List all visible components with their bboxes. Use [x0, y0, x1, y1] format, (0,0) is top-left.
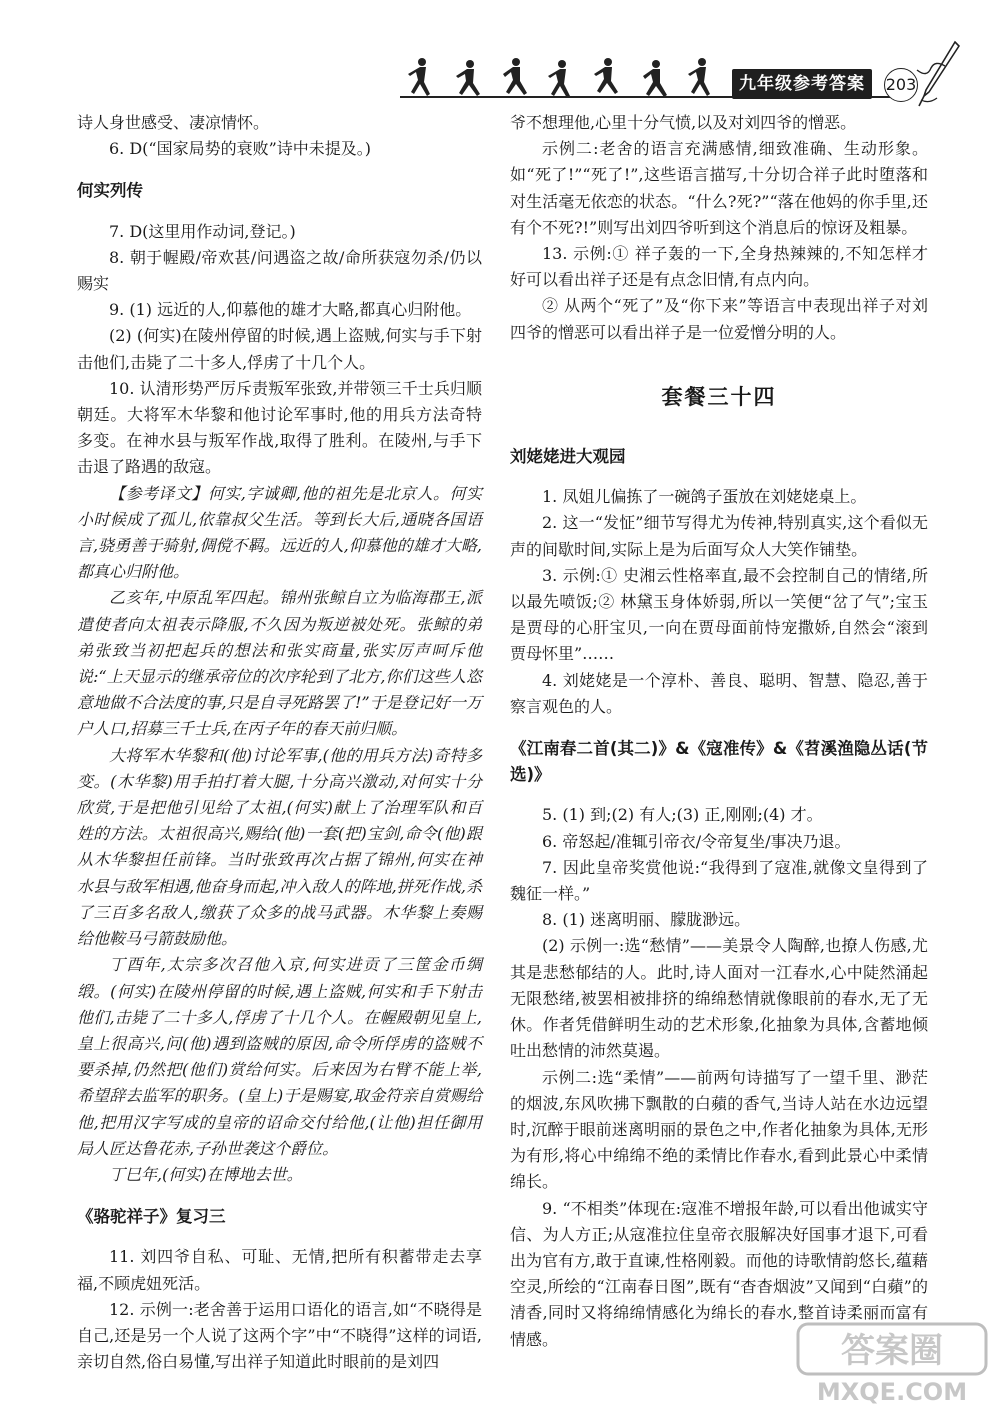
paragraph: 10. 认清形势严厉斥责叛军张致,并带领三千士兵归顺朝廷。大将军木华黎和他讨论军事时,他的用兵方法奇特多变。在神水县与叛军作战,取得了胜利。在陵州,与手下击退了路遇的敌寇。 [77, 378, 482, 477]
section-heading: 《骆驼祥子》复习三 [77, 1207, 226, 1227]
paragraph: 8. 朝于幄殿/帝欢甚/问遇盗之故/命所获寇勿杀/仍以赐实 [77, 247, 482, 294]
paragraph: 诗人身世感受、凄凉情怀。 [77, 113, 270, 132]
paragraph: 大将军木华黎和(他)讨论军事,(他的用兵方法)奇特多变。(木华黎)用手拍打着大腿,十分高兴激动,对何实十分欣赏,于是把他引见给了太祖,(何实)献上了治理军队和百姓的方法。太祖很高兴,赐给(他)一套(把)宝剑,命令(他)跟从木华黎担任前锋。当时张致再次占据了锦州,何实在神水县与敌军相遇,他奋身而起,冲入敌人的阵地,拼死作战,杀了三百多名敌人,缴获了众多的战马武器。木华黎上奏赐给他鞍马弓箭鼓励他。 [77, 745, 482, 949]
paragraph: 13. 示例:① 祥子轰的一下,全身热辣辣的,不知怎样才好可以看出祥子还是有点念旧情,有点内向。 [510, 244, 928, 290]
paragraph: 丁酉年,太宗多次召他入京,何实进贡了三筐金币绸缎。(何实)在陵州停留的时候,遇上盗贼,何实和手下射击他们,击毙了二十多人,俘虏了十几个人。在幄殿朝见皇上,皇上很高兴,问(他)遇到盗贼的原因,命令所俘虏的盗贼不要杀掉,仍然把(他们)赏给何实。后来因为右臂不能上举,希望辞去监军的职务。(皇上)于是赐宴,取金符亲自赏赐给他,把用汉字写成的皇帝的诏命交付给他,(让他)担任御用局人匠达鲁花赤,子孙世袭这个爵位。 [77, 955, 482, 1158]
section-heading: 刘姥姥进大观园 [510, 447, 626, 467]
watermark-logo [792, 1318, 992, 1408]
section-heading: 何实列传 [77, 181, 143, 201]
paragraph: 3. 示例:① 史湘云性格率直,最不会控制自己的情绪,所以最先喷饭;② 林黛玉身体娇弱,所以一笑便“岔了气”;宝玉是贾母的心肝宝贝,一向在贾母面前恃宠撒娇,自然会“滚到贾母怀里”…… [510, 565, 928, 664]
paragraph: 4. 刘姥姥是一个淳朴、善良、聪明、智慧、隐忍,善于察言观色的人。 [510, 670, 928, 716]
paragraph: 丁巳年,(何实)在博地去世。 [109, 1164, 303, 1184]
paragraph: 8. (1) 迷离明丽、朦胧渺远。 [542, 910, 751, 930]
watermark-url: MXQE.COM [816, 1378, 968, 1406]
set-title: 套餐三十四 [661, 383, 777, 409]
section-heading: 《江南春二首(其二)》&《寇准传》&《苕溪渔隐丛话(节选)》 [510, 739, 928, 785]
paragraph: 2. 这一“发怔”细节写得尤为传神,特别真实,这个看似无声的间歇时间,实际上是为后面写众人大笑作铺垫。 [510, 513, 928, 559]
paragraph: (2) 示例一:选“愁情”——美景令人陶醉,也撩人伤感,尤其是悲愁郁结的人。此时,诗人面对一江春水,心中陡然涌起无限愁绪,被罢相被排挤的绵绵愁情就像眼前的春水,无了无休。作者凭借鲜明生动的艺术形象,化抽象为具体,含蓄地倾吐出愁情的沛然莫遏。 [510, 936, 928, 1061]
paragraph: 9. “不相类”体现在:寇准不增报年龄,可以看出他诚实守信、为人方正;从寇准拉住皇帝衣服解决好国事才退下,可看出为官有方,敢于直谏,性格刚毅。而他的诗歌情韵悠长,蕴藉空灵,所绘的“江南春日图”,既有“杳杳烟波”又闻到“白蘋”的清香,同时又将绵绵情感化为绵长的春水,整首诗柔丽而富有情感。 [510, 1198, 928, 1349]
watermark-title: 答案圈 [841, 1331, 943, 1371]
page-number: 203 [884, 68, 918, 102]
paragraph: 示例二:选“柔情”——前两句诗描写了一望千里、渺茫的烟波,东风吹拂下飘散的白蘋的香气,当诗人站在水边远望时,沉醉于眼前迷离明丽的景色之中,作者化抽象为具体,无形为有形,将心中绵绵不绝的柔情比作春水,看到此景心中柔情绵长。 [510, 1067, 928, 1192]
header-tag: 九年级参考答案 [732, 69, 872, 99]
page-header [400, 40, 960, 110]
paragraph: 12. 示例一:老舍善于运用口语化的语言,如“不晓得是自己,还是另一个人说了这两个字”中“不晓得”这样的词语,亲切自然,俗白易懂,写出祥子知道此时眼前的是刘四 [77, 1299, 482, 1372]
paragraph: 乙亥年,中原乱军四起。锦州张鲸自立为临海郡王,派遣使者向太祖表示降服,不久因为叛逆被处死。张鲸的弟弟张致当初把起兵的想法和张实商量,张实厉声呵斥他说:“上天显示的继承帝位的次序轮到了北方,你们这些人恣意地做不合法度的事,只是自寻死路罢了!”于是登记好一万户人口,招募三千士兵,在丙子年的春天前归顺。 [77, 588, 482, 739]
paragraph: 6. 帝怒起/准辄引帝衣/令帝复坐/事决乃退。 [542, 831, 851, 851]
paragraph: 7. D(这里用作动词,登记。) [109, 221, 296, 241]
reference-translation [77, 481, 482, 1188]
paragraph: 爷不想理他,心里十分气愤,以及对刘四爷的憎恶。 [510, 113, 857, 132]
paragraph: 6. D(“国家局势的衰败”诗中未提及。) [109, 139, 372, 159]
paragraph: 9. (1) 远近的人,仰慕他的雄才大略,都真心归附他。 [109, 300, 472, 320]
pen-icon [915, 40, 960, 110]
paragraph: 5. (1) 到;(2) 有人;(3) 正,刚刚;(4) 才。 [542, 805, 823, 825]
left-column [77, 110, 482, 1375]
right-column [510, 110, 928, 1353]
paragraph: (2) (何实)在陵州停留的时候,遇上盗贼,何实与手下射击他们,击毙了二十多人,俘虏了十几个人。 [77, 326, 482, 372]
paragraph: 11. 刘四爷自私、可耻、无情,把所有积蓄带走去享福,不顾虎妞死活。 [77, 1247, 482, 1293]
paragraph: 示例二:老舍的语言充满感情,细致准确、生动形象。如“死了!”“死了!”,这些语言描写,十分切合祥子此时堕落和对生活毫无依恋的状态。“什么?死?”“落在他妈的你手里,还有个不死?!”则写出刘四爷听到这个消息后的惊讶及粗暴。 [510, 139, 928, 237]
paragraph: ② 从两个“死了”及“你下来”等语言中表现出祥子对刘四爷的憎恶可以看出祥子是一位爱憎分明的人。 [510, 296, 928, 342]
paragraph: 1. 凤姐儿偏拣了一碗鸽子蛋放在刘姥姥桌上。 [542, 487, 867, 507]
paragraph: 【参考译文】何实,字诚卿,他的祖先是北京人。何实小时候成了孤儿,依靠叔父生活。等到长大后,通晓各国语言,骁勇善于骑射,倜傥不羁。远近的人,仰慕他的雄才大略,都真心归附他。 [77, 483, 482, 582]
paragraph: 7. 因此皇帝奖赏他说:“我得到了寇准,就像文皇得到了魏征一样。” [510, 857, 928, 904]
